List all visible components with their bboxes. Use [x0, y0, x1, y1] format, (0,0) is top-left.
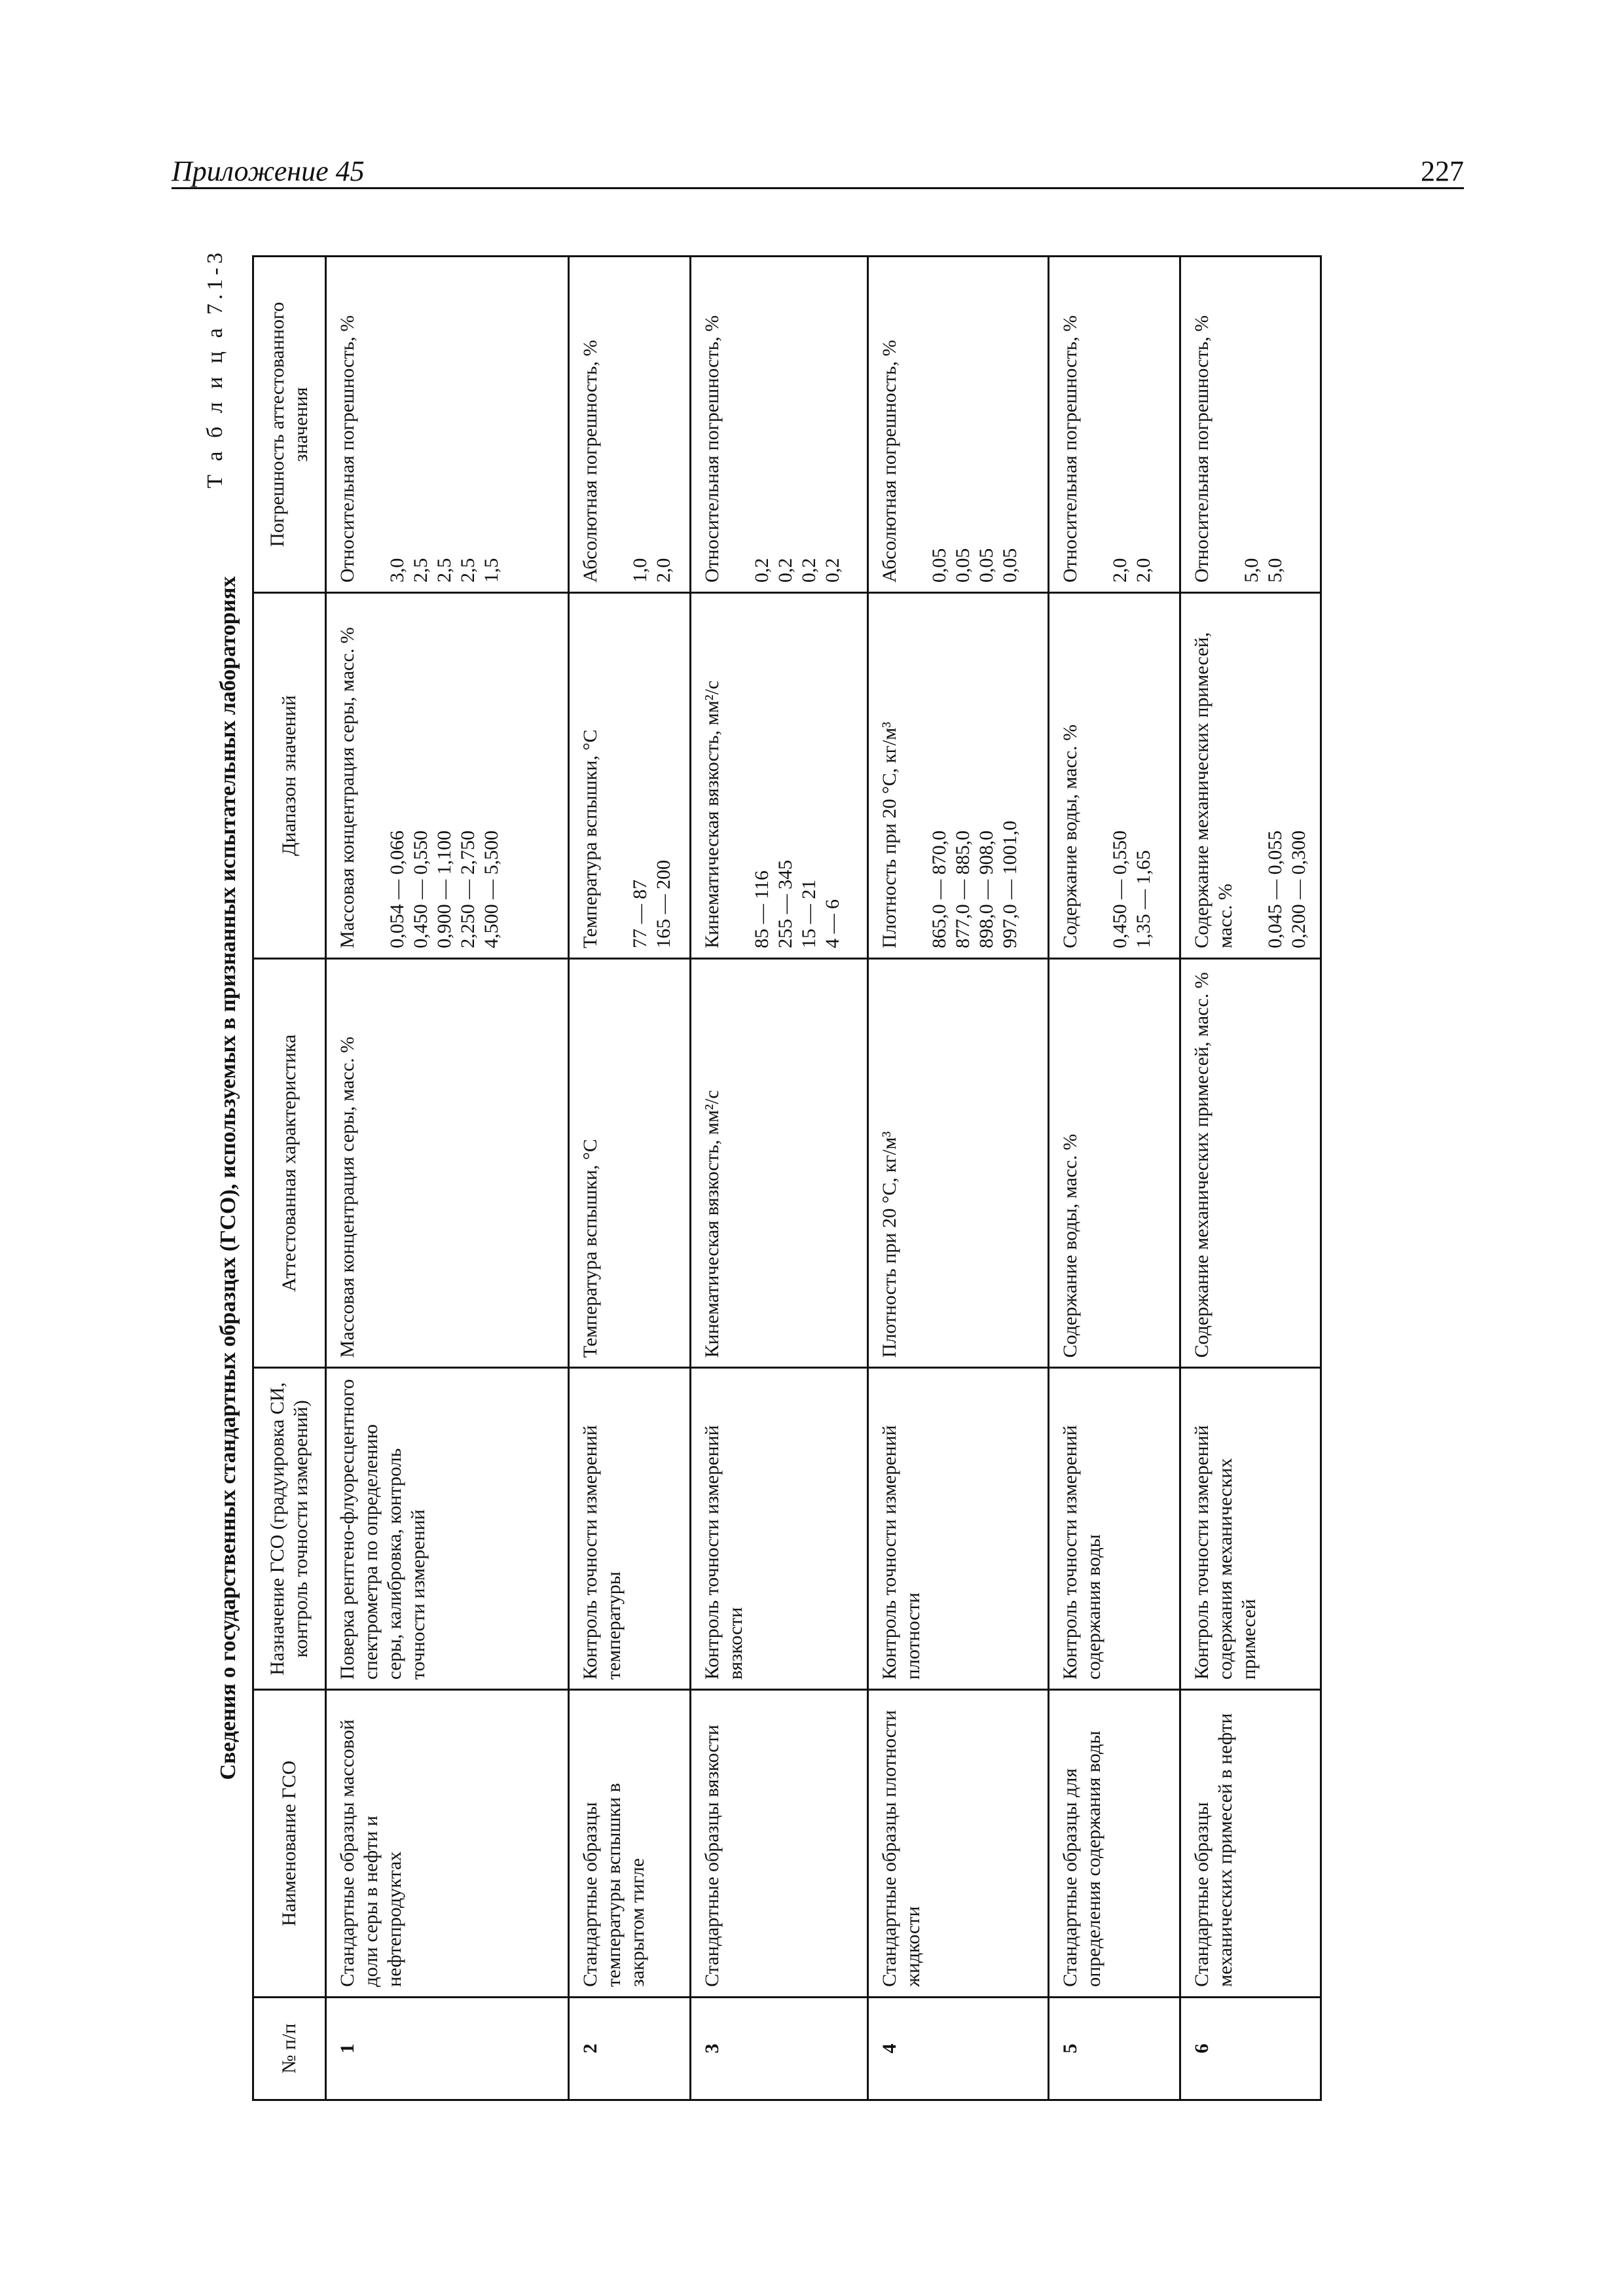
gso-characteristic: Содержание механических примесей, масс. % [1180, 958, 1321, 1368]
error-values: 5,0 5,0 [1241, 558, 1286, 583]
range-values: 0,450 — 0,550 1,35 — 1,65 [1109, 830, 1154, 948]
row-number: 4 [868, 1997, 1049, 2100]
error-heading: Относительная погрешность, % [1059, 315, 1081, 583]
range-heading: Массовая концентрация серы, масс. % [337, 627, 358, 948]
gso-error [1049, 257, 1180, 593]
col-header-name: Наименование ГСО [253, 1690, 326, 1998]
range-heading: Содержание механических примесей, масс. % [1191, 632, 1236, 948]
gso-name: Стандартные образцы вязкости [691, 1690, 868, 1998]
table-header-row [253, 257, 326, 2100]
error-values: 0,2 0,2 0,2 0,2 [751, 558, 843, 583]
gso-purpose: Контроль точности измерений содержания механических примесей [1180, 1368, 1321, 1690]
range-values: 0,054 — 0,066 0,450 — 0,550 0,900 — 1,100 2,250 — 2,750 4,500 — 5,500 [386, 830, 502, 948]
gso-name: Стандартные образцы температуры вспышки в закрытом тигле [569, 1690, 691, 1998]
error-heading: Относительная погрешность, % [1191, 315, 1213, 583]
error-values: 2,0 2,0 [1109, 558, 1154, 583]
gso-error [569, 257, 691, 593]
range-heading: Температура вспышки, °С [579, 729, 601, 948]
col-header-range: Диапазон значений [253, 593, 326, 959]
col-header-purpose: Назначение ГСО (градуировка СИ, контроль точности измерений) [253, 1368, 326, 1690]
gso-error [868, 257, 1049, 593]
gso-error [1180, 257, 1321, 593]
gso-characteristic: Содержание воды, масс. % [1049, 958, 1180, 1368]
error-values: 3,0 2,5 2,5 2,5 1,5 [386, 558, 502, 583]
header-rule [172, 187, 1464, 189]
col-header-error: Погрешность аттестованного значения [253, 257, 326, 593]
range-values: 85 — 116 255 — 345 15 — 21 4 — 6 [751, 859, 843, 948]
error-heading: Относительная погрешность, % [337, 315, 358, 583]
range-values: 0,045 — 0,055 0,200 — 0,300 [1264, 830, 1309, 948]
table-row [868, 257, 1049, 2100]
table-row [569, 257, 691, 2100]
gso-characteristic: Кинематическая вязкость, мм²/с [691, 958, 868, 1368]
gso-error [691, 257, 868, 593]
range-heading: Плотность при 20 °С, кг/м³ [879, 721, 900, 948]
range-values: 77 — 87 165 — 200 [629, 859, 674, 948]
col-header-num: № п/п [253, 1997, 326, 2100]
error-heading: Абсолютная погрешность, % [579, 340, 601, 583]
table-row [326, 257, 569, 2100]
gso-range [1049, 593, 1180, 959]
gso-range [569, 593, 691, 959]
gso-characteristic: Температура вспышки, °С [569, 958, 691, 1368]
gso-characteristic: Массовая концентрация серы, масс. % [326, 958, 569, 1368]
gso-range [1180, 593, 1321, 959]
row-number: 6 [1180, 1997, 1321, 2100]
gso-purpose: Контроль точности измерений температуры [569, 1368, 691, 1690]
table-caption: Т а б л и ц а 7.1-3 [203, 249, 227, 488]
row-number: 1 [326, 1997, 569, 2100]
gso-range [868, 593, 1049, 959]
table-row [1049, 257, 1180, 2100]
gso-purpose: Контроль точности измерений вязкости [691, 1368, 868, 1690]
row-number: 3 [691, 1997, 868, 2100]
range-heading: Кинематическая вязкость, мм²/с [701, 680, 723, 948]
gso-name: Стандартные образцы массовой доли серы в нефти и нефтепродуктах [326, 1690, 569, 1998]
gso-table [252, 255, 1322, 2101]
page-header [172, 154, 1464, 191]
gso-purpose: Поверка рентгено-флуоресцентного спектрометра по определению серы, калибровка, контроль точности измерений [326, 1368, 569, 1690]
running-title: Приложение 45 [172, 155, 365, 187]
error-values: 1,0 2,0 [629, 558, 674, 583]
gso-name: Стандартные образцы для определения содержания воды [1049, 1690, 1180, 1998]
gso-error [326, 257, 569, 593]
range-values: 865,0 — 870,0 877,0 — 885,0 898,0 — 908,0 997,0 — 1001,0 [928, 820, 1021, 948]
gso-range [691, 593, 868, 959]
gso-range [326, 593, 569, 959]
error-heading: Относительная погрешность, % [701, 315, 723, 583]
gso-name: Стандартные образцы механических примесей в нефти [1180, 1690, 1321, 1998]
error-values: 0,05 0,05 0,05 0,05 [928, 548, 1021, 583]
error-heading: Абсолютная погрешность, % [879, 340, 900, 583]
gso-name: Стандартные образцы плотности жидкости [868, 1690, 1049, 1998]
row-number: 5 [1049, 1997, 1180, 2100]
table-row [1180, 257, 1321, 2100]
col-header-characteristic: Аттестованная характеристика [253, 958, 326, 1368]
range-heading: Содержание воды, масс. % [1059, 724, 1081, 948]
table-title: Сведения о государственных стандартных образцах (ГСО), используемых в признанных испытательных лабораториях [216, 576, 240, 1780]
rotated-table-area [177, 249, 1467, 2108]
table-row [691, 257, 868, 2100]
gso-purpose: Контроль точности измерений плотности [868, 1368, 1049, 1690]
gso-characteristic: Плотность при 20 °С, кг/м³ [868, 958, 1049, 1368]
row-number: 2 [569, 1997, 691, 2100]
gso-purpose: Контроль точности измерений содержания воды [1049, 1368, 1180, 1690]
page-number: 227 [1421, 155, 1464, 187]
